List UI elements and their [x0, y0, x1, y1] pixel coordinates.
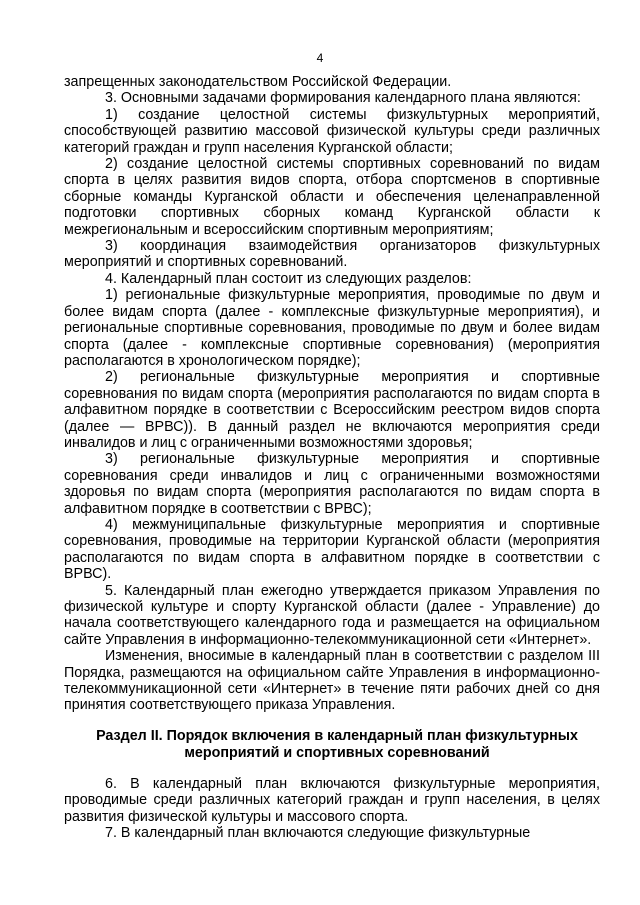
- paragraph: 3) региональные физкультурные мероприятия и спортивные соревнования среди инвалидов и лиц с ограниченными возможностями здоровья по видам спорта (мероприятия располагаются по видам спорта в алфавитном порядке в соответствии с ВРВС);: [64, 451, 600, 517]
- paragraph: 2) региональные физкультурные мероприятия и спортивные соревнования по видам спорта (мероприятия располагаются по видам спорта в алфавитном порядке в соответствии с Всероссийским реестром видов спорта (далее — ВРВС)). В данный раздел не включаются мероприятия среди инвалидов и лиц с ограниченными возможностями здоровья;: [64, 369, 600, 451]
- paragraph: Изменения, вносимые в календарный план в соответствии с разделом III Порядка, размещаются на официальном сайте Управления в информационно-телекоммуникационной сети «Интернет» в течение пяти рабочих дней со дня принятия соответствующего приказа Управления.: [64, 648, 600, 714]
- paragraph: 2) создание целостной системы спортивных соревнований по видам спорта в целях развития видов спорта, отбора спортсменов в спортивные сборные команды Курганской области и обеспечения целенаправленной подготовки спортивных сборных команд Курганской области к межрегиональным и всероссийским спортивным мероприятиям;: [64, 156, 600, 238]
- paragraph: 1) создание целостной системы физкультурных мероприятий, способствующей развитию массовой физической культуры среди различных категорий граждан и групп населения Курганской области;: [64, 106, 600, 156]
- intro-section: [64, 74, 600, 714]
- paragraph: 5. Календарный план ежегодно утверждается приказом Управления по физической культуре и спорту Курганской области (далее - Управление) до начала соответствующего календарного года и размещается на официальном сайте Управления в информационно-телекоммуникационной сети «Интернет».: [64, 582, 600, 648]
- paragraph: 4) межмуниципальные физкультурные мероприятия и спортивные соревнования, проводимые на территории Курганской области (мероприятия располагаются по видам спорта в алфавитном порядке в соответствии с ВРВС).: [64, 516, 600, 583]
- paragraph: запрещенных законодательством Российской Федерации.: [64, 74, 452, 90]
- paragraph: 6. В календарный план включаются физкультурные мероприятия, проводимые среди различных категорий граждан и групп населения, в целях развития физической культуры и массового спорта.: [64, 775, 600, 825]
- paragraph: 4. Календарный план состоит из следующих разделов:: [105, 270, 472, 287]
- document-body: [64, 74, 600, 841]
- page-number: 4: [316, 51, 324, 65]
- paragraph: 1) региональные физкультурные мероприятия, проводимые по двум и более видам спорта (далее - комплексные физкультурные мероприятия), и региональные спортивные соревнования, проводимые по двум и более видам спорта (далее - комплексные спортивные соревнования) (мероприятия располагаются в хронологическом порядке);: [64, 287, 600, 369]
- section-ii-body: [64, 776, 600, 842]
- paragraph: 7. В календарный план включаются следующие физкультурные: [105, 825, 531, 842]
- paragraph: 3) координация взаимодействия организаторов физкультурных мероприятий и спортивных соревнований.: [64, 238, 600, 271]
- section-heading: Раздел II. Порядок включения в календарный план физкультурных мероприятий и спортивных соревнований: [96, 727, 578, 761]
- paragraph: 3. Основными задачами формирования календарного плана являются:: [105, 90, 581, 107]
